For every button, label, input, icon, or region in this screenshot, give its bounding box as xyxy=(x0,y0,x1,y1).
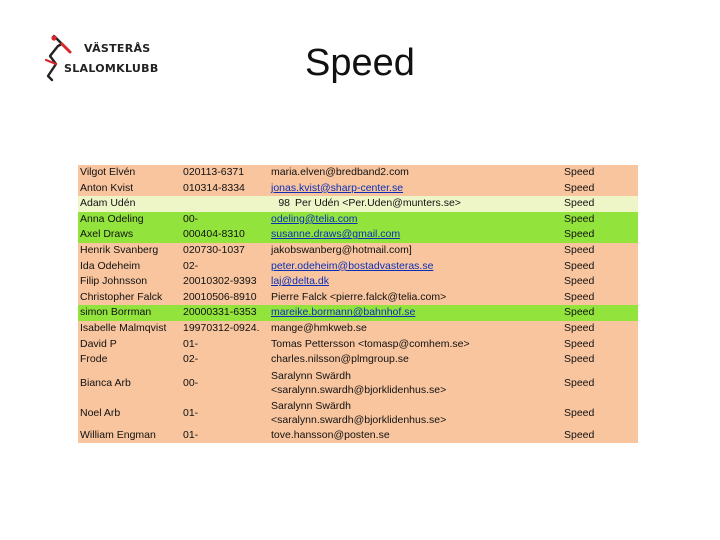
email-link[interactable] xyxy=(269,305,541,321)
table-row xyxy=(78,305,638,321)
table-row xyxy=(78,352,638,368)
cell-code: 01- xyxy=(181,428,269,444)
email-link[interactable] xyxy=(269,212,541,228)
cell-group: Speed xyxy=(541,165,638,181)
cell-name: Frode xyxy=(78,352,181,368)
cell-group: Speed xyxy=(541,368,638,398)
cell-group: Speed xyxy=(541,352,638,368)
cell-code xyxy=(181,196,269,212)
cell-group: Speed xyxy=(541,428,638,444)
cell-contact-text: Tomas Pettersson <tomasp@comhem.se> xyxy=(271,337,470,350)
cell-contact-text: jakobswanberg@hotmail.com] xyxy=(271,243,412,256)
cell-name: Vilgot Elvén xyxy=(78,165,181,181)
cell-contact xyxy=(269,290,541,306)
table-row xyxy=(78,398,638,428)
cell-code: 020730-1037 xyxy=(181,243,269,259)
cell-contact xyxy=(269,321,541,337)
cell-code: 01- xyxy=(181,398,269,428)
cell-code: 000404-8310 xyxy=(181,227,269,243)
cell-contact-text: mange@hmkweb.se xyxy=(271,321,367,334)
table-row xyxy=(78,165,638,181)
cell-contact-text: mareike.bormann@bahnhof.se xyxy=(271,306,416,319)
table-row xyxy=(78,337,638,353)
cell-contact-text: peter.odeheim@bostadvasteras.se xyxy=(271,259,434,272)
cell-group: Speed xyxy=(541,274,638,290)
cell-name: Filip Johnsson xyxy=(78,274,181,290)
cell-contact-text: tove.hansson@posten.se xyxy=(271,428,390,441)
cell-code: 00- xyxy=(181,212,269,228)
cell-name: David P xyxy=(78,337,181,353)
cell-contact-text: Pierre Falck <pierre.falck@telia.com> xyxy=(271,290,447,303)
cell-code: 00- xyxy=(181,368,269,398)
cell-contact xyxy=(269,352,541,368)
logo-text-line1: VÄSTERÅS xyxy=(84,42,151,55)
cell-name: Axel Draws xyxy=(78,227,181,243)
cell-prefix: 98 xyxy=(278,197,290,210)
cell-contact xyxy=(269,196,541,212)
cell-name: Henrik Svanberg xyxy=(78,243,181,259)
cell-contact xyxy=(269,243,541,259)
table-row xyxy=(78,368,638,398)
cell-name: Noel Arb xyxy=(78,398,181,428)
cell-code: 02- xyxy=(181,352,269,368)
cell-code: 20010302-9393 xyxy=(181,274,269,290)
cell-contact-text: Saralynn Swärdh xyxy=(271,399,351,412)
cell-group: Speed xyxy=(541,290,638,306)
cell-contact-text-2: <saralynn.swardh@bjorklidenhus.se> xyxy=(271,413,447,426)
cell-group: Speed xyxy=(541,196,638,212)
roster-table-body xyxy=(78,165,638,443)
cell-group: Speed xyxy=(541,398,638,428)
cell-contact-text: Saralynn Swärdh xyxy=(271,369,351,382)
cell-code: 01- xyxy=(181,337,269,353)
cell-contact-text: Per Udén <Per.Uden@munters.se> xyxy=(295,197,461,210)
cell-name: William Engman xyxy=(78,428,181,444)
cell-name: Anna Odeling xyxy=(78,212,181,228)
cell-contact xyxy=(269,337,541,353)
table-row xyxy=(78,212,638,228)
table-row xyxy=(78,259,638,275)
cell-contact xyxy=(269,428,541,444)
cell-name: Christopher Falck xyxy=(78,290,181,306)
table-row xyxy=(78,428,638,444)
cell-contact xyxy=(269,165,541,181)
cell-name: Adam Udén xyxy=(78,196,181,212)
cell-code: 19970312-0924. xyxy=(181,321,269,337)
cell-contact-text-2: <saralynn.swardh@bjorklidenhus.se> xyxy=(271,383,447,396)
cell-group: Speed xyxy=(541,321,638,337)
cell-name: simon Borrman xyxy=(78,305,181,321)
table-row xyxy=(78,274,638,290)
table-row xyxy=(78,181,638,197)
cell-group: Speed xyxy=(541,243,638,259)
cell-contact-text: laj@delta.dk xyxy=(271,275,329,288)
cell-contact-text: jonas.kvist@sharp-center.se xyxy=(271,181,404,194)
cell-contact-text: maria.elven@bredband2.com xyxy=(271,166,409,178)
cell-contact xyxy=(269,368,541,398)
cell-code: 010314-8334 xyxy=(181,181,269,197)
cell-name: Ida Odeheim xyxy=(78,259,181,275)
cell-code: 02- xyxy=(181,259,269,275)
table-row xyxy=(78,227,638,243)
page-title: Speed xyxy=(305,42,415,84)
table-row xyxy=(78,243,638,259)
cell-group: Speed xyxy=(541,337,638,353)
cell-contact-text: odeling@telia.com xyxy=(271,212,358,225)
cell-group: Speed xyxy=(541,259,638,275)
cell-code: 20000331-6353 xyxy=(181,305,269,321)
email-link[interactable] xyxy=(269,259,541,275)
cell-code: 020113-6371 xyxy=(181,165,269,181)
cell-contact xyxy=(269,398,541,428)
logo-text-line2: SLALOMKLUBB xyxy=(64,62,159,75)
table-row xyxy=(78,196,638,212)
cell-code: 20010506-8910 xyxy=(181,290,269,306)
cell-name: Anton Kvist xyxy=(78,181,181,197)
cell-group: Speed xyxy=(541,212,638,228)
table-row xyxy=(78,321,638,337)
roster-table xyxy=(78,165,620,445)
table-row xyxy=(78,290,638,306)
cell-name: Bianca Arb xyxy=(78,368,181,398)
email-link[interactable] xyxy=(269,227,541,243)
email-link[interactable] xyxy=(269,181,541,197)
cell-group: Speed xyxy=(541,227,638,243)
email-link[interactable] xyxy=(269,274,541,290)
cell-group: Speed xyxy=(541,181,638,197)
cell-group: Speed xyxy=(541,305,638,321)
cell-contact-text: charles.nilsson@plmgroup.se xyxy=(271,353,409,366)
cell-name: Isabelle Malmqvist xyxy=(78,321,181,337)
cell-contact-text: susanne.draws@gmail.com xyxy=(271,228,401,241)
